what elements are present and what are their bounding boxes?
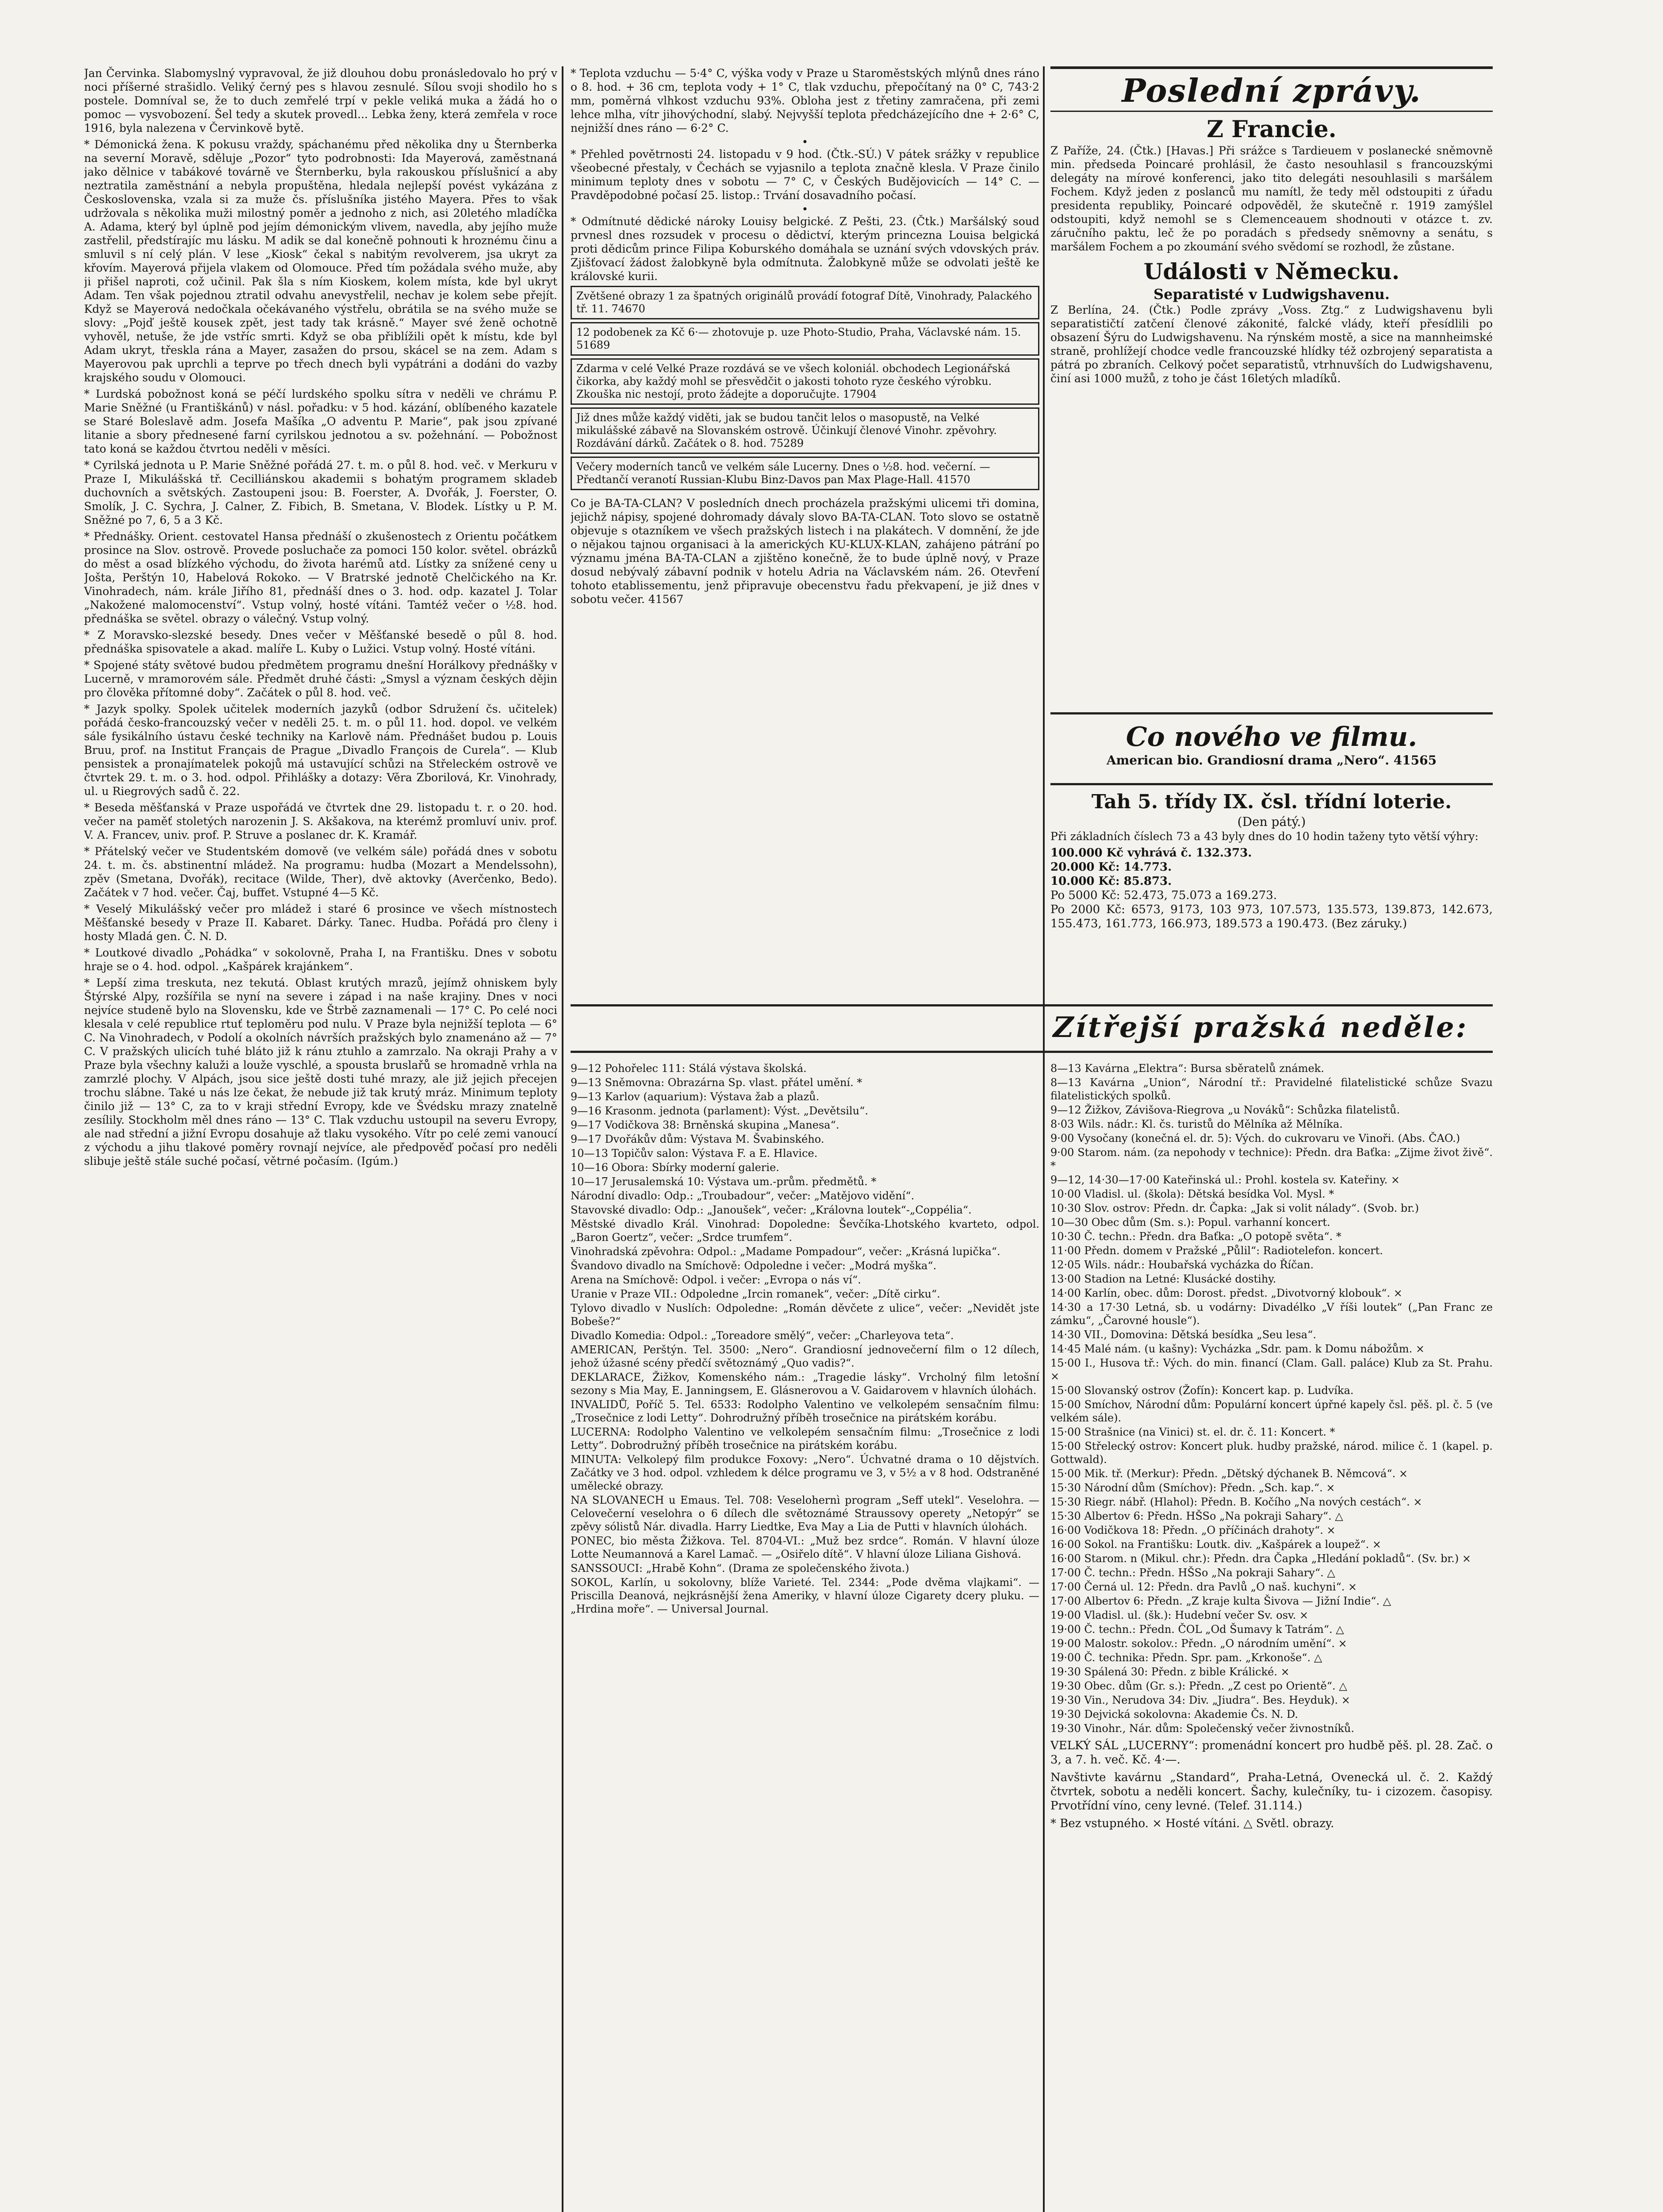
schedule-entry: 16·00 Vodičkova 18: Předn. „O příčinách drahoty“. × <box>1050 1524 1336 1536</box>
schedule-entry: 10—16 Obora: Sbírky moderní galerie. <box>571 1161 779 1174</box>
article-mikulassky-vecer: * Veselý Mikulášský večer pro mládež i staré 6 prosince ve všech místnostech Měšťanské besedy v Praze II. Kabaret. Dárky. Tanec. Hudba. Pořádá pro členy i hosty Mladá gen. Č. N. D. <box>84 902 557 943</box>
schedule-entry: 19·00 Č. techn.: Předn. ČOL „Od Šumavy k Tatrám“. △ <box>1050 1623 1344 1636</box>
article-prednasky: * Přednášky. Orient. cestovatel Hansa přednáší o zkušenostech z Orientu počátkem prosince na Slov. ostrově. Provede posluchače za pomoci 150 kolor. světel. obrázků do měst a osad blízkého východu, do života harémů atd. Lístky za snížené ceny u Jošta, Perštýn 10, Habelová Rokoko. — V Bratrské jednotě Chelčického na Kr. Vinohradech, nám. krále Jiřího 81, přednáší dnes o 3. hod. odp. kazatel J. Tolar „Nakožené malomocenství“. Vstup volný, hosté vítáni. Tamtéž večer o ½8. hod. přednáška se světel. obrazy o válečný. Vstup volný. <box>84 530 557 625</box>
headline-nedele: Zítřejší pražská neděle: <box>1053 1011 1468 1044</box>
section-rule <box>1050 783 1493 785</box>
lottery-line: 10.000 Kč: 85.873. <box>1050 875 1172 888</box>
schedule-left <box>571 1062 1039 2212</box>
schedule-entry: Stavovské divadlo: Odp.: „Janoušek“, večer: „Královna loutek“-„Coppélia“. <box>571 1204 972 1216</box>
schedule-entry: INVALIDŮ, Poříč 5. Tel. 6533: Rodolpho Valentino ve velkolepém sensačním filmu: „Trosečnice z lodi Letty“. Dohrodružný příběh trosečnice na pirátském korábu. <box>571 1398 1039 1424</box>
section-rule <box>571 1004 1493 1006</box>
section-title: Poslední zprávy. <box>1122 72 1422 109</box>
schedule-entry: 19·00 Malostr. sokolov.: Předn. „O národním umění“. × <box>1050 1637 1347 1650</box>
schedule-entry: 14·30 VII., Domovina: Dětská besídka „Seu lesa“. <box>1050 1329 1316 1341</box>
headline-lottery: Tah 5. třídy IX. čsl. třídní loterie. <box>1091 791 1452 813</box>
schedule-entry: 8·03 Wils. nádr.: Kl. čs. turistů do Mělníka až Mělníka. <box>1050 1118 1343 1130</box>
schedule-entry: 14·45 Malé nám. (u kašny): Vycházka „Sdr. pam. k Domu nábožům. × <box>1050 1343 1425 1355</box>
schedule-entry: 17·00 Černá ul. 12: Předn. dra Pavlů „O naš. kuchyni“. × <box>1050 1581 1357 1593</box>
schedule-entry: 15·00 Mik. tř. (Merkur): Předn. „Dětský dýchanek B. Němcová“. × <box>1050 1467 1408 1480</box>
headline-nemecko: Události v Německu. <box>1143 258 1400 284</box>
lottery-day: (Den pátý.) <box>1237 814 1306 829</box>
schedule-entry: DEKLARACE, Žižkov, Komenského nám.: „Tragedie lásky“. Vrcholný film letošní sezony s Mia May, E. Janningsem, E. Glásnerovou a V. Gaidarovem v hlavních úlohách. <box>571 1371 1039 1397</box>
schedule-entry: 10·30 Slov. ostrov: Předn. dr. Čapka: „Jak si volit nálady“. (Svob. br.) <box>1050 1202 1419 1214</box>
ad-vecery-tancu: Večery moderních tanců ve velkém sále Lucerny. Dnes o ½8. hod. večerní. — Předtančí veranotí Russian-Klubu Binz-Davos pan Max Plage-Hall. 41570 <box>571 457 1039 490</box>
article-louisa: * Odmítnuté dědické nároky Louisy belgické. Z Pešti, 23. (Čtk.) Maršálský soud prvnesl dnes rozsudek v procesu o dědictví, kterým princezna Louisa belgická proti dědicům prince Filipa Koburského domáhala se uznání svých vdovských práv. Zjišťovací žádost žalobkyně byla odmítnuta. Žalobkyně může se odvolati ještě ke královské kurii. <box>571 215 1039 283</box>
schedule-entry: 19·00 Vladisl. ul. (šk.): Hudební večer Sv. osv. × <box>1050 1609 1309 1621</box>
article-ba-ta-clan: Co je BA-TA-CLAN? V posledních dnech procházela pražskými ulicemi tři domina, jejichž nápisy, spojené dohromady dávaly slovo BA-TA-CLAN. Toto slovo se ostatně objevuje s otazníkem ve všech pražských listech i na plakátech. V domnění, že jde o nějakou tajnou organisaci à la amerických KU-KLUX-KLAN, zahájeno pátrání po významu jména BA-TA-CLAN a zjištěno konečně, že to bude úplně nový, v Praze dosud nebývalý zábavní podnik v hotelu Adria na Václavském nám. 26. Otevření tohoto etablissementu, jenž připravuje obecenstvu řadu překvapení, je již dnes v sobotu večer. 41567 <box>571 497 1039 606</box>
schedule-entry: 9—16 Krasonm. jednota (parlament): Výst. „Devětsilu“. <box>571 1105 868 1117</box>
schedule-entry: 14·00 Karlín, obec. dům: Dorost. předst. „Divotvorný klobouk“. × <box>1050 1287 1402 1299</box>
schedule-entry: 10·30 Č. techn.: Předn. dra Baťka: „O potopě světa“. * <box>1050 1230 1341 1243</box>
schedule-entry: MINUTA: Velkolepý film produkce Foxovy: „Nero“. Úchvatné drama o 10 dějstvích. Začátky ve 3 hod. odpol. vzhledem k délce programu ve 3, v 5½ a v 8 hod. Odstraněné umělecké obrazy. <box>571 1453 1039 1492</box>
schedule-entry: 9—12, 14·30—17·00 Kateřinská ul.: Prohl. kostela sv. Kateřiny. × <box>1050 1174 1400 1186</box>
schedule-entry: Národní divadlo: Odp.: „Troubadour“, večer: „Matějovo vidění“. <box>571 1190 915 1202</box>
schedule-entry: 12·05 Wils. nádr.: Houbařská vycházka do Říčan. <box>1050 1259 1314 1271</box>
schedule-entry: 15·30 Riegr. nábř. (Hlahol): Předn. B. Kočího „Na nových cestách“. × <box>1050 1496 1422 1508</box>
schedule-entry: 17·00 Č. techn.: Předn. HŠSo „Na pokraji Sahary“. △ <box>1050 1567 1335 1579</box>
schedule-entry: 9—12 Pohořelec 111: Stálá výstava školská. <box>571 1062 807 1075</box>
article-jazyk-spolky: * Jazyk spolky. Spolek učitelek moderních jazyků (odbor Sdružení čs. učitelek) pořádá česko-francouzský večer v neděli 25. t. m. o půl 11. hod. dopol. ve velkém sále fysikálního ústavu české techniky na Karlově nám. Přednášet budou p. Louis Bruu, prof. na Institut Français de Prague „Divadlo François de Curela“. — Klub pensistek a pronajímatelek pokojů má ustavující schůzi na Střeleckém ostrově ve čtvrtek 29. t. m. o 3. hod. odpol. Přihlášky a dotazy: Věra Zborilová, Kr. Vinohrady, ul. u Riegrových sadů č. 22. <box>84 703 557 798</box>
schedule-entry: AMERICAN, Perštýn. Tel. 3500: „Nero“. Grandiosní jednovečerní film o 12 dílech, jehož úžasné scény předčí světoznámý „Quo vadis?“. <box>571 1344 1039 1369</box>
schedule-entry: 16·00 Sokol. na Františku: Loutk. div. „Kašpárek a loupež“. × <box>1050 1538 1381 1551</box>
schedule-entry: Divadlo Komedia: Odpol.: „Toreadore smělý“, večer: „Charleyova teta“. <box>571 1329 954 1342</box>
headline-film: Co nového ve filmu. <box>1126 722 1418 753</box>
separator-dot: • <box>801 203 809 215</box>
schedule-entry: 19·30 Dejvická sokolovna: Akademie Čs. N. D. <box>1050 1708 1298 1720</box>
ad-cikorka: Zdarma v celé Velké Praze rozdává se ve všech koloniál. obchodech Legionářská čikorka, aby každý mohl se přesvědčit o jakosti tohoto ryze českého výrobku. Zkouška nic nestojí, proto žádejte a doporučujte. 17904 <box>571 358 1039 405</box>
schedule-entry: 15·00 Slovanský ostrov (Žofín): Koncert kap. p. Ludvíka. <box>1050 1384 1354 1397</box>
article-cyrilska-jednota: * Cyrilská jednota u P. Marie Sněžné pořádá 27. t. m. o půl 8. hod. več. v Merkuru v Praze I, Mikulášská tř. Cecilliánskou akademii s bohatým programem skladeb duchovních a světských. Zastoupeni jsou: B. Foerster, A. Dvořák, J. Foerster, O. Smolík, J. C. Sychra, J. Calner, Z. Fibich, B. Smetana, V. Blodek. Lístky u P. M. Sněžné po 7, 6, 5 a 3 Kč. <box>84 459 557 526</box>
ad-mikulasska-zabava: Již dnes může každý viděti, jak se budou tančit lelos o masopustě, na Velké mikulášské zábavě na Slovanském ostrově. Účinkují členové Vinohr. zpěvohry. Rozdávání dárků. Začátek o 8. hod. 75289 <box>571 407 1039 454</box>
schedule-entry: 15·00 Střelecký ostrov: Koncert pluk. hudby pražské, národ. milice č. 1 (kapel. p. Gottwald). <box>1050 1440 1493 1466</box>
schedule-entry: Uranie v Praze VII.: Odpoledne „Ircin romanek“, večer: „Dítě cirku“. <box>571 1288 940 1300</box>
schedule-entry: 10·00 Vladisl. ul. (škola): Dětská besídka Vol. Mysl. * <box>1050 1188 1334 1200</box>
ad-zvetsene-obrazy: Zvětšené obrazy 1 za špatných originálů provádí fotograf Dítě, Vinohrady, Palackého tř. 11. 74670 <box>571 286 1039 319</box>
headline-francie: Z Francie. <box>1207 116 1337 143</box>
ad-kavarna-standard: Navštivte kavárnu „Standard“, Praha-Letná, Ovenecká ul. č. 2. Každý čtvrtek, sobotu a neděli koncert. Šachy, kulečníky, tu- i cizozem. časopisy. Prvotřídní víno, ceny levné. (Telef. 31.114.) <box>1050 1771 1493 1813</box>
article-pratelsky-vecer: * Přátelský večer ve Studentském domově (ve velkém sále) pořádá dnes v sobotu 24. t. m. čs. abstinentní mládež. Na programu: hudba (Mozart a Mendelssohn), zpěv (Smetana, Dvořák), recitace (Wilde, Ther), dvě aktovky (Averčenko, Bedo). Začátek v 7 hod. večer. Čaj, buffet. Vstupné 4—5 Kč. <box>84 845 557 899</box>
lottery-intro: Při základních číslech 73 a 43 byly dnes do 10 hodin taženy tyto větší výhry: <box>1050 830 1479 843</box>
schedule-entry: 9—13 Sněmovna: Obrazárna Sp. vlast. přátel umění. * <box>571 1076 862 1089</box>
schedule-entry: 14·30 a 17·30 Letná, sb. u vodárny: Divadélko „V říši loutek“ („Pan Franc ze zámku“, „Čarovné housle“). <box>1050 1301 1493 1327</box>
section-rule <box>1050 712 1493 714</box>
schedule-entry: 9—17 Dvořákův dům: Výstava M. Švabinského. <box>571 1133 824 1145</box>
section-rule <box>571 1051 1493 1053</box>
schedule-entry: 11·00 Předn. domem v Pražské „Půlil“: Radiotelefon. koncert. <box>1050 1244 1383 1257</box>
lottery-line: 100.000 Kč vyhrává č. 132.373. <box>1050 846 1252 860</box>
article-moravsko-slezska-beseda: * Z Moravsko-slezské besedy. Dnes večer v Měšťanské besedě o půl 8. hod. přednáška spisovatele a akad. malíře L. Kuby o Lužici. Vstup volný. Hosté vítáni. <box>84 629 557 655</box>
schedule-entry: 15·30 Národní dům (Smíchov): Předn. „Sch. kap.“. × <box>1050 1482 1335 1494</box>
column-rule <box>1043 66 1045 2212</box>
schedule-entry: Městské divadlo Král. Vinohrad: Dopoledne: Ševčíka-Lhotského kvarteto, odpol. „Baron Goertz“, večer: „Srdce trumfem“. <box>571 1218 1039 1244</box>
schedule-entry: SANSSOUCI: „Hrabě Kohn“. (Drama ze společenského života.) <box>571 1562 909 1575</box>
schedule-entry: PONEC, bio města Žižkova. Tel. 8704-VI.: „Muž bez srdce“. Román. V hlavní úloze Lotte Neumannová a Karel Lamač. — „Osiřelo dítě“. V hlavní úloze Liliana Gishová. <box>571 1535 1039 1560</box>
schedule-entry: Švandovo divadlo na Smíchově: Odpoledne i večer: „Modrá myška“. <box>571 1260 937 1272</box>
film-notice: American bio. Grandiosní drama „Nero“. 41565 <box>1106 753 1437 768</box>
subhead-separatiste: Separatisté v Ludwigshavenu. <box>1153 286 1390 303</box>
schedule-entry: 19·30 Spálená 30: Předn. z bible Králické. × <box>1050 1666 1290 1678</box>
schedule-entry: SOKOL, Karlín, u sokolovny, blíže Varieté. Tel. 2344: „Pode dvěma vlajkami“. — Priscilla Deanová, nejkrásnější žena Ameriky, v hlavní úloze Cigarety dcery pluku. — „Hrdina moře“. — Universal Journal. <box>571 1576 1039 1615</box>
schedule-entry: 15·00 Strašnice (na Vinici) st. el. dr. č. 11: Koncert. * <box>1050 1426 1335 1438</box>
lottery-section <box>1050 790 1493 931</box>
article-lurdska-poboznost: * Lurdská pobožnost koná se péčí lurdského spolku sítra v neděli ve chrámu P. Marie Sněžné (u Františkánů) v násl. pořadku: v 5 hod. kázání, oblíbeného kazatele se Staré Boleslavě adm. Josefa Mašíka „O adventu P. Marie“, pak jsou zpívané litanie a sbory přednesené farní cyrilskou jednotou a sv. požehnání. — Pobožnost tato koná se každou čtvrtou neděli v měsíci. <box>84 388 557 455</box>
article-loutkove-divadlo: * Loutkové divadlo „Pohádka“ v sokolovně, Praha I, na Františku. Dnes v sobotu hraje se o 4. hod. odpol. „Kašpárek krajánkem“. <box>84 946 557 973</box>
schedule-entry: 15·30 Albertov 6: Předn. HŠSo „Na pokraji Sahary“. △ <box>1050 1510 1343 1522</box>
schedule-entry: 9—13 Karlov (aquarium): Výstava žab a plazů. <box>571 1091 820 1103</box>
article-demonicka-zena: * Démonická žena. K pokusu vraždy, spáchanému před několika dny u Šternberka na severní Moravě, sděluje „Pozor“ tyto podrobnosti: Ida Mayerová, zaměstnaná jako dělnice v tabákové továrně ve Šternberku, byla rakouskou příslušnicí a aby neztratila zaměstnání a nebyla propuštěna, hledala nejlepší povést vykázána z Československa, vzala si za muže čs. příslušníka jistého Mayera. Přes to však udržovala s několika muži milostný poměr a jednoho z nich, asi 20letého mladíčka A. Adama, který byl úplně pod jejím démonickým vlivem, navedla, aby jejího muže zastřelil, předstírajíc mu lásku. M adik se dal konečně pohnouti k hroznému činu a smluvil s ní celý plán. V lese „Kiosk“ čekal s nabitým revolverem, jsa ukryt za křovím. Mayerová přijela vlakem od Olomouce. Před tím požádala svého muže, aby ji přišel naproti, což učinil. Pak šla s ním Kioskem, kolem místa, kde byl ukryt Adam. Ten však pojednou ztratil odvahu anevystřelil, nechav je kolem sebe přejít. Když se Mayerová nedočkala očekávaného výstřelu, obrátila se na svého muže se slovy: „Pojď ještě kousek zpět, jest tady tak krásně.“ Mayer své ženě ochotně vyhověl, netuše, že jde vstříc smrti. Když se oba přiblížili opět k místu, kde byl Adam ukryt, třeskla rána a Mayer, zasažen do prsou, skácel se na zem. Adam s Mayerovou pak uprchli a teprve po třech dnech byli vypátráni a dodáni do vazby krajského soudu v Olomouci. <box>84 138 557 384</box>
schedule-entry: 19·00 Č. technika: Předn. Spr. pam. „Krkonoše“. △ <box>1050 1651 1322 1664</box>
lottery-line: 20.000 Kč: 14.773. <box>1050 860 1172 874</box>
schedule-entry: 10—30 Obec dům (Sm. s.): Popul. varhanní koncert. <box>1050 1216 1330 1229</box>
schedule-entry: 9—12 Žižkov, Závišova-Riegrova „u Nováků“: Schůzka filatelistů. <box>1050 1104 1400 1116</box>
column-rule <box>562 66 563 2212</box>
schedule-entry: 15·00 Smíchov, Národní dům: Populární koncert úpřné kapely čsl. pěš. pl. č. 5 (ve velkém sále). <box>1050 1398 1493 1424</box>
masthead-box <box>1050 66 1493 112</box>
schedule-right <box>1050 1062 1493 2212</box>
article-zima: * Lepší zima treskuta, nez tekutá. Oblast krutých mrazů, jejímž ohniskem byly Štýrské Alpy, rozšířila se nyní na severe i západ i na naše krajiny. Dnes v noci nejvíce studeně bylo na Slovensku, kde ve Štrbě zaznamenali — 17° C. Po celé noci klesala v celé republice rtuť teploměru pod nulu. V Praze byla nejnižší teplota — 6° C. Na Vinohradech, v Podolí a okolních návrších pražských bylo znamenáno až — 7° C. V pražských ulicích tuhé bláto již k ránu ztuhlo a zamrzalo. Na okraji Prahy a v Praze byla všechny kaluži a louže vyschlé, a spousta bruslařů se hromadně vrhla na zamrzlé plochy. V Alpách, jsou sice ještě dosti tuhé mrazy, ale již jejich přecejen trochu slábne. Také u nás lze čekat, že nebude již tak krutý mráz. Minimum teploty činilo již — 13° C, za to v kraji střední Evropy, kde ve Švédsku mrazy znatelně zesílily. Stockholm měl dnes ráno — 13° C. Tlak vzduchu ustoupil na severu Evropy, ale nad střední a jižní Evropu dosahuje až tlaku vysokého. Vítr po celé zemi vanoucí z východu a jihu tlakové poměry rovnají nejvíce, ale předpověď počasí pro neděli slibuje ještě stále suché počasí, větrné počasím. (Igúm.) <box>84 976 557 1167</box>
schedule-entry: Arena na Smíchově: Odpol. i večer: „Evropa o nás ví“. <box>571 1274 861 1286</box>
schedule-entry: 15·00 I., Husova tř.: Vých. do min. financí (Clam. Gall. paláce) Klub za St. Prahu. × <box>1050 1357 1493 1382</box>
schedule-entry: 10—13 Topičův salon: Výstava F. a E. Hlavice. <box>571 1147 818 1160</box>
schedule-entry: 13·00 Stadion na Letné: Klusácké dostihy. <box>1050 1273 1276 1285</box>
article-beseda-mestanska: * Beseda měšťanská v Praze uspořádá ve čtvrtek dne 29. listopadu t. r. o 20. hod. večer na paměť stoletých narozenin J. S. Akšakova, na kterémž promluví univ. prof. V. A. Francev, univ. prof. P. Struve a poslanec dr. K. Kramář. <box>84 801 557 841</box>
film-section <box>1050 721 1493 771</box>
column-latest-news <box>1050 66 1493 792</box>
ad-podobenky: 12 podobenek za Kč 6·— zhotovuje p. uze Photo-Studio, Praha, Václavské nám. 15. 51689 <box>571 322 1039 356</box>
schedule-entry: Vinohradská zpěvohra: Odpol.: „Madame Pompadour“, večer: „Krásná lupička“. <box>571 1245 1000 1258</box>
schedule-entry: 9—17 Vodičkova 38: Brněnská skupina „Manesa“. <box>571 1119 839 1131</box>
schedule-entry: 10—17 Jerusalemská 10: Výstava um.-prům. předmětů. * <box>571 1175 877 1188</box>
separator-dot: • <box>801 136 809 148</box>
schedule-entry: 8—13 Kavárna „Elektra“: Bursa sběratelů známek. <box>1050 1062 1324 1075</box>
schedule-entry: LUCERNA: Rodolpho Valentino ve velkolepém sensačním filmu: „Trosečnice z lodi Letty“. Dobrodružný příběh trosečnice na pirátském korábu. <box>571 1426 1039 1452</box>
article-spojene-staty: * Spojené státy světové budou předmětem programu dnešní Horálkovy přednášky v Lucerně, v mramorovém sále. Předmět druhé části: „Smysl a význam českých dějin pro člověka přítomné doby“. Začátek o půl 8. hod. več. <box>84 659 557 699</box>
notice-lucerna: VELKÝ SÁL „LUCERNY“: promenádní koncert pro hudbě pěš. pl. 28. Zač. o 3, a 7. h. več. Kč. 4·—. <box>1050 1739 1493 1767</box>
article-weather: * Teplota vzduchu — 5·4° C, výška vody v Praze u Staroměstských mlýnů dnes ráno o 8. hod. + 36 cm, teplota vody + 1° C, tlak vzduchu, přepočítaný na 0° C, 743·2 mm, poměrná vlhkost vzduchu 93%. Obloha jest z třetiny zamračena, při zemi lehce mlha, vítr jihovýchodní, slabý. Nejvyšší teplota předcházejícího dne + 2·6° C, nejnižší dnes ráno — 6·2° C. <box>571 67 1039 134</box>
article-forecast: * Přehled povětrnosti 24. listopadu v 9 hod. (Čtk.-SÚ.) V pátek srážky v republice všeobecné přestaly, v Čechách se vyjasnilo a teplota značně klesla. V Praze činilo minimum teploty dnes v sobotu — 7° C, v Českých Budějovicích — 14° C. — Pravděpodobné počasí 25. listop.: Trvání dosavadního počasí. <box>571 148 1039 202</box>
schedule-entry: 17·00 Albertov 6: Předn. „Z kraje kulta Šivova — Jižní Indie“. △ <box>1050 1595 1391 1607</box>
article-francie: Z Paříže, 24. (Čtk.) [Havas.] Při srážce s Tardieuem v poslanecké sněmovně min. předseda Poincaré prohlásil, že často nesouhlasil s francouzskými delegáty na mírové konferenci, jako tito delegáti nesouhlasili s maršálem Fochem. Když jeden z poslanců mu namítl, že tedy měl odstoupiti z úřadu presidenta republiky, Poincaré odpověděl, že skutečně r. 1919 zamýšlel odstoupiti, když nemohl se s Clemenceauem shodnouti v otázce t. zv. záručního paktu, leč že po poradách s předsedy sněmovny a senátu, s maršálem Fochem a po zkoumání svého svědomí se rozhodl, že zůstane. <box>1050 144 1493 253</box>
schedule-entry: 19·30 Vin., Nerudova 34: Div. „Jiudra“. Bes. Heyduk). × <box>1050 1694 1350 1706</box>
schedule-entry: 9·00 Starom. nám. (za nepohody v technice): Předn. dra Baťka: „Zijme život živě“. * <box>1050 1146 1493 1172</box>
schedule-entry: 9·00 Vysočany (konečná el. dr. 5): Vých. do cukrovaru ve Vinoři. (Abs. ČAO.) <box>1050 1132 1460 1144</box>
schedule-entry: 16·00 Starom. n (Mikul. chr.): Předn. dra Čapka „Hledání pokladů“. (Sv. br.) × <box>1050 1552 1471 1565</box>
article-nemecko: Z Berlína, 24. (Čtk.) Podle zprávy „Voss. Ztg.“ z Ludwigshavenu byli separatističtí zatčení členové zákonité, falcké vlády, kteří přesídlili po obsazení Šýru do Ludwigshavenu. Na rýnském mostě, a sice na mannheimské straně, prohlížejí chodce vedle francouzské hlídky též ozbrojený separatista a pátrá po zbraních. Celkový počet separatistů, vtrhnuvších do Ludwigshavenu, činí asi 1000 mužů, z toho je část 16letých mladíků. <box>1050 303 1493 385</box>
schedule-entry: 19·30 Vinohr., Nár. dům: Společenský večer živnostníků. <box>1050 1722 1354 1735</box>
lottery-line: Po 2000 Kč: 6573, 9173, 103 973, 107.573, 135.573, 139.873, 142.673, 155.473, 161.773, 166.973, 189.573 a 190.473. (Bez záruky.) <box>1050 903 1493 930</box>
schedule-entry: NA SLOVANECH u Emaus. Tel. 708: Veselohernì program „Seff utekl“. Veselohra. — Celovečerní veselohra o 6 dílech dle světoznámé Straussovy operety „Netopýr“ se zpěvy sólistů Nár. divadla. Harry Liedtke, Eva May a Lia de Putti v hlavních úlohách. <box>571 1494 1039 1533</box>
schedule-legend: * Bez vstupného. × Hosté vítáni. △ Světl. obrazy. <box>1050 1817 1334 1830</box>
lottery-line: Po 5000 Kč: 52.473, 75.073 a 169.273. <box>1050 889 1277 902</box>
schedule-entry: 19·30 Obec. dům (Gr. s.): Předn. „Z cest po Orientě“. △ <box>1050 1680 1347 1692</box>
schedule-entry: 8—13 Kavárna „Union“, Národní tř.: Pravidelné filatelistické schůze Svazu filatelistických spolků. <box>1050 1076 1493 1102</box>
column-local-news <box>84 66 557 2212</box>
schedule-entry: Tylovo divadlo v Nuslích: Odpoledne: „Román děvčete z ulice“, večer: „Nevidět jste Bobeše?“ <box>571 1302 1039 1328</box>
article-cervinka: Jan Červinka. Slabomyslný vypravoval, že již dlouhou dobu pronásledovalo ho prý v noci příšerné strašidlo. Veliký černý pes s hlavou zesnulé. Sílou svoji shodilo ho s postele. Domníval se, že to duch zemřelé trpí v pekle veliká muka a žádá ho o pomoc — vysvobození. Šel tedy a skutek provedl... Lebka ženy, která zemřela v roce 1916, byla nalezena v Červinkově bytě. <box>84 67 557 134</box>
